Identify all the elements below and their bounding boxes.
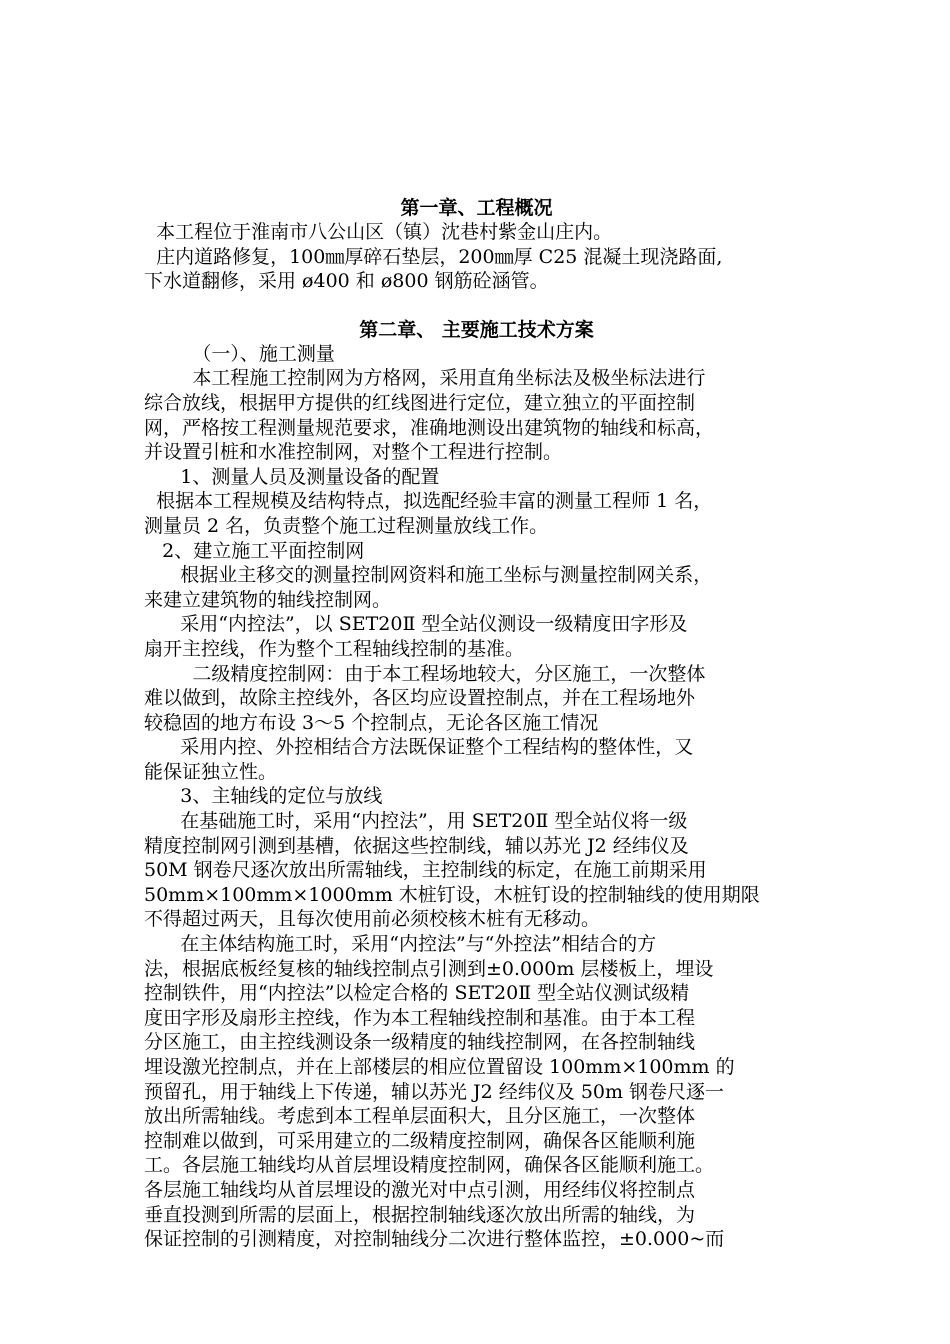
document-page (144, 196, 809, 1252)
text-line: 在基础施工时，采用“内控法”，用 SET20Ⅱ 型全站仪将一级 (144, 810, 688, 833)
text-line: 本工程施工控制网为方格网，采用直角坐标法及极坐标法进行 (144, 367, 706, 390)
text-line: 保证控制的引测精度，对控制轴线分二次进行整体监控，±0.000~而 (144, 1228, 725, 1251)
text-line: 庄内道路修复，100㎜厚碎石垫层，200㎜厚 C25 混凝土现浇路面, (144, 245, 723, 268)
text-line: 在主体结构施工时，采用“内控法”与“外控法”相结合的方 (144, 933, 657, 956)
text-line: 扇开主控线，作为整个工程轴线控制的基准。 (144, 637, 525, 660)
text-line: 综合放线，根据甲方提供的红线图进行定位，建立独立的平面控制 (144, 391, 696, 414)
text-line: 难以做到，故除主控线外，各区均应设置控制点，并在工程场地外 (144, 687, 696, 710)
text-line: 控制铁件，用“内控法”以检定合格的 SET20Ⅱ 型全站仪测试级精 (144, 982, 690, 1005)
text-line: 二级精度控制网：由于本工程场地较大，分区施工，一次整体 (144, 662, 706, 685)
text-line: 预留孔，用于轴线上下传递，辅以苏光 J2 经纬仪及 50m 钢卷尺逐一 (144, 1080, 725, 1103)
text-line: 埋设激光控制点，并在上部楼层的相应位置留设 100mm×100mm 的 (144, 1056, 735, 1078)
text-line: （一）、施工测量 (144, 342, 335, 365)
text-line: 能保证独立性。 (144, 760, 278, 783)
text-line: 测量员 2 名，负责整个施工过程测量放线工作。 (144, 514, 549, 537)
text-line: 50mm×100mm×1000mm 木桩钉设，木桩钉设的控制轴线的使用期限 (144, 883, 760, 906)
chapter2-body (144, 342, 809, 1252)
chapter1-body (144, 220, 809, 294)
chapter2-title: 第二章、 主要施工技术方案 (359, 318, 594, 341)
text-line: 各层施工轴线均从首层埋设的激光对中点引测，用经纬仪将控制点 (144, 1178, 696, 1201)
text-line: 本工程位于淮南市八公山区（镇）沈巷村紫金山庄内。 (144, 221, 613, 243)
text-line: 并设置引桩和水准控制网，对整个工程进行控制。 (144, 441, 563, 464)
text-line: 不得超过两天，且每次使用前必须校核木桩有无移动。 (144, 908, 601, 931)
text-line: 垂直投测到所需的层面上，根据控制轴线逐次放出所需的轴线，为 (144, 1203, 696, 1226)
text-line: 根据本工程规模及结构特点，拟选配经验丰富的测量工程师 1 名， (144, 490, 713, 513)
text-line: 3、主轴线的定位与放线 (144, 785, 383, 808)
text-line: 50M 钢卷尺逐次放出所需轴线，主控制线的标定，在施工前期采用 (144, 859, 707, 882)
text-line: 根据业主移交的测量控制网资料和施工坐标与测量控制网关系， (144, 564, 713, 587)
text-line: 采用“内控法”，以 SET20Ⅱ 型全站仪测设一级精度田字形及 (144, 613, 688, 636)
text-line: 下水道翻修，采用 ø400 和 ø800 钢筋砼涵管。 (144, 270, 549, 293)
text-line: 精度控制网引测到基槽，依据这些控制线，辅以苏光 J2 经纬仪及 (144, 834, 689, 857)
text-line: 放出所需轴线。考虑到本工程单层面积大，且分区施工，一次整体 (144, 1105, 696, 1128)
text-line: 分区施工，由主控线测设条一级精度的轴线控制网，在各控制轴线 (144, 1031, 696, 1054)
text-line: 来建立建筑物的轴线控制网。 (144, 588, 392, 611)
text-line: 度田字形及扇形主控线，作为本工程轴线控制和基准。由于本工程 (144, 1006, 696, 1029)
text-line: 采用内控、外控相结合方法既保证整个工程结构的整体性，又 (144, 736, 694, 759)
text-line: 1、测量人员及测量设备的配置 (144, 465, 440, 488)
text-line: 法，根据底板经复核的轴线控制点引测到±0.000m 层楼板上，埋设 (144, 957, 714, 980)
text-line: 较稳固的地方布设 3～5 个控制点，无论各区施工情况 (144, 711, 599, 734)
section-spacer (144, 294, 809, 318)
chapter1-title: 第一章、工程概况 (400, 197, 553, 219)
text-line: 2、建立施工平面控制网 (144, 539, 365, 562)
text-line: 控制难以做到，可采用建立的二级精度控制网，确保各区能顺利施 (144, 1129, 696, 1152)
text-line: 网，严格按工程测量规范要求，准确地测设出建筑物的轴线和标高， (144, 416, 715, 439)
text-line: 工。各层施工轴线均从首层埋设精度控制网，确保各区能顺利施工。 (144, 1154, 715, 1177)
